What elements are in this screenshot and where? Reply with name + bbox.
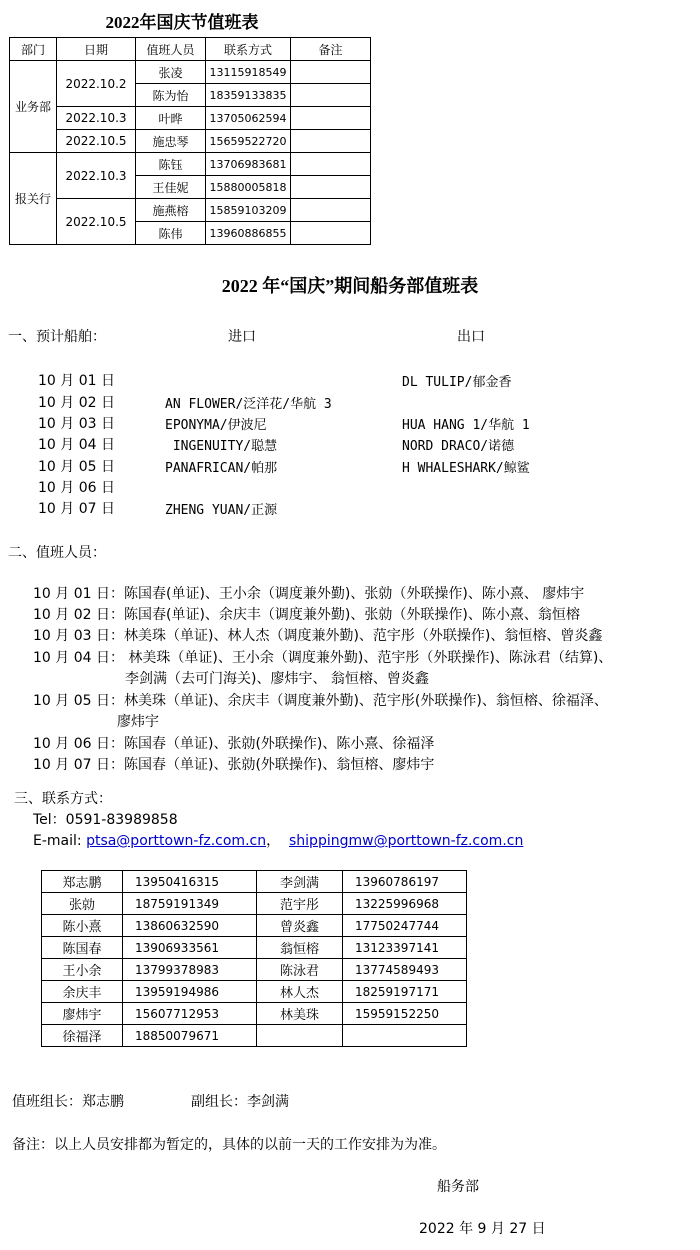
date-cell: 2022.10.3 bbox=[57, 153, 136, 199]
contact-name-cell: 廖炜宇 bbox=[42, 1003, 123, 1025]
staff-cell: 陈钰 bbox=[136, 153, 206, 176]
section1-heading: 一、预计船舶： bbox=[8, 329, 106, 345]
note-cell bbox=[291, 130, 371, 153]
duty-line: 10 月 02 日：陈国春(单证)、余庆丰（调度兼外勤)、张勍（外联操作)、陈小熹、翁恒榕 bbox=[33, 607, 580, 623]
ship-date: 10 月 07 日 bbox=[38, 501, 115, 517]
table-row bbox=[42, 871, 467, 893]
date-cell: 2022.10.3 bbox=[57, 107, 136, 130]
contact-name-cell: 张勍 bbox=[42, 893, 123, 915]
header-contact: 联系方式 bbox=[206, 38, 291, 61]
contact-phone-cell bbox=[343, 1025, 467, 1047]
date-cell: 2022.10.2 bbox=[57, 61, 136, 107]
tel-line: Tel：0591-83989858 bbox=[33, 812, 178, 828]
contacts-table bbox=[41, 870, 467, 1047]
ship-date: 10 月 02 日 bbox=[38, 395, 115, 411]
ship-date: 10 月 03 日 bbox=[38, 416, 115, 432]
note-cell bbox=[291, 222, 371, 245]
staff-cell: 施燕榕 bbox=[136, 199, 206, 222]
duty-line: 李剑满（去可门海关)、廖炜宇、 翁恒榕、曾炎鑫 bbox=[125, 671, 429, 687]
phone-cell: 13705062594 bbox=[206, 107, 291, 130]
phone-cell: 13115918549 bbox=[206, 61, 291, 84]
table-row bbox=[42, 915, 467, 937]
contact-phone-cell: 13959194986 bbox=[123, 981, 257, 1003]
dept-cell: 报关行 bbox=[10, 153, 57, 245]
email-label: E-mail: bbox=[33, 833, 87, 849]
holiday-duty-title: 2022年国庆节值班表 bbox=[105, 13, 259, 32]
duty-line: 10 月 01 日：陈国春(单证)、王小余（调度兼外勤)、张勍（外联操作)、陈小熹、 廖炜宇 bbox=[33, 586, 585, 602]
note-cell bbox=[291, 107, 371, 130]
contact-phone-cell: 13123397141 bbox=[343, 937, 467, 959]
table-row bbox=[42, 981, 467, 1003]
phone-cell: 15659522720 bbox=[206, 130, 291, 153]
header-note: 备注 bbox=[291, 38, 371, 61]
contact-phone-cell: 13799378983 bbox=[123, 959, 257, 981]
contact-phone-cell: 18850079671 bbox=[123, 1025, 257, 1047]
remark: 备注：以上人员安排都为暂定的，具体的以前一天的工作安排为为准。 bbox=[12, 1137, 446, 1153]
contact-name-cell: 林美珠 bbox=[257, 1003, 343, 1025]
note-cell bbox=[291, 84, 371, 107]
staff-cell: 叶晔 bbox=[136, 107, 206, 130]
signature-date: 2022 年 9 月 27 日 bbox=[419, 1221, 546, 1237]
dept-cell: 业务部 bbox=[10, 61, 57, 153]
date-cell: 2022.10.5 bbox=[57, 130, 136, 153]
table-row bbox=[10, 107, 371, 130]
shipping-duty-title: 2022 年“国庆”期间船务部值班表 bbox=[221, 276, 479, 296]
phone-cell: 15859103209 bbox=[206, 199, 291, 222]
table-row bbox=[42, 937, 467, 959]
duty-line: 10 月 04 日： 林美珠（单证)、王小余（调度兼外勤)、范宇彤（外联操作)、陈泳君（结算)、 bbox=[33, 650, 613, 666]
date-cell: 2022.10.5 bbox=[57, 199, 136, 245]
contact-phone-cell: 13860632590 bbox=[123, 915, 257, 937]
staff-cell: 陈伟 bbox=[136, 222, 206, 245]
import-label: 进口 bbox=[228, 329, 256, 345]
staff-cell: 陈为怡 bbox=[136, 84, 206, 107]
note-cell bbox=[291, 61, 371, 84]
table-row bbox=[42, 1003, 467, 1025]
contact-name-cell: 郑志鹏 bbox=[42, 871, 123, 893]
ship-import: ZHENG YUAN/正源 bbox=[165, 503, 278, 518]
export-label: 出口 bbox=[457, 329, 485, 345]
ship-date: 10 月 04 日 bbox=[38, 437, 115, 453]
note-cell bbox=[291, 176, 371, 199]
contact-name-cell: 徐福泽 bbox=[42, 1025, 123, 1047]
ship-export: DL TULIP/郁金香 bbox=[402, 375, 512, 390]
phone-cell: 13706983681 bbox=[206, 153, 291, 176]
contact-name-cell: 李剑满 bbox=[257, 871, 343, 893]
ship-date: 10 月 06 日 bbox=[38, 480, 115, 496]
note-cell bbox=[291, 199, 371, 222]
header-staff: 值班人员 bbox=[136, 38, 206, 61]
contact-name-cell: 林人杰 bbox=[257, 981, 343, 1003]
ship-export: HUA HANG 1/华航 1 bbox=[402, 418, 530, 433]
contact-name-cell: 范宇彤 bbox=[257, 893, 343, 915]
contact-phone-cell: 13906933561 bbox=[123, 937, 257, 959]
contact-name-cell: 曾炎鑫 bbox=[257, 915, 343, 937]
ship-date: 10 月 01 日 bbox=[38, 373, 115, 389]
phone-cell: 13960886855 bbox=[206, 222, 291, 245]
table-row bbox=[42, 1025, 467, 1047]
email-link-shippingmw[interactable]: shippingmw@porttown-fz.com.cn bbox=[289, 833, 524, 849]
email-link-ptsa[interactable]: ptsa@porttown-fz.com.cn bbox=[86, 833, 267, 849]
staff-cell: 张凌 bbox=[136, 61, 206, 84]
duty-leader: 值班组长：郑志鹏 bbox=[12, 1094, 124, 1110]
duty-line: 廖炜宇 bbox=[117, 714, 159, 730]
email-separator: ， bbox=[266, 833, 281, 849]
contact-phone-cell: 17750247744 bbox=[343, 915, 467, 937]
contact-name-cell: 陈国春 bbox=[42, 937, 123, 959]
contact-name-cell: 陈泳君 bbox=[257, 959, 343, 981]
contact-name-cell: 王小余 bbox=[42, 959, 123, 981]
ship-import: EPONYMA/伊波尼 bbox=[165, 418, 267, 433]
table-row bbox=[10, 61, 371, 84]
section3-heading: 三、联系方式： bbox=[14, 791, 112, 807]
duty-line: 10 月 05 日：林美珠（单证)、余庆丰（调度兼外勤)、范宇彤(外联操作)、翁恒榕、徐福泽、 bbox=[33, 693, 608, 709]
table-header-row bbox=[10, 38, 371, 61]
staff-cell: 施忠琴 bbox=[136, 130, 206, 153]
ship-import: INGENUITY/聪慧 bbox=[165, 439, 278, 454]
ship-export: NORD DRACO/诺德 bbox=[402, 439, 515, 454]
signature-dept: 船务部 bbox=[437, 1179, 479, 1195]
table-row bbox=[10, 153, 371, 176]
contact-phone-cell: 18759191349 bbox=[123, 893, 257, 915]
contact-phone-cell: 13950416315 bbox=[123, 871, 257, 893]
contact-phone-cell: 15607712953 bbox=[123, 1003, 257, 1025]
ship-date: 10 月 05 日 bbox=[38, 459, 115, 475]
contact-phone-cell: 13774589493 bbox=[343, 959, 467, 981]
contact-phone-cell: 13225996968 bbox=[343, 893, 467, 915]
duty-line: 10 月 03 日：林美珠（单证)、林人杰（调度兼外勤)、范宇彤（外联操作)、翁恒榕、曾炎鑫 bbox=[33, 628, 603, 644]
contact-phone-cell: 18259197171 bbox=[343, 981, 467, 1003]
contact-phone-cell: 15959152250 bbox=[343, 1003, 467, 1025]
phone-cell: 15880005818 bbox=[206, 176, 291, 199]
contact-name-cell: 翁恒榕 bbox=[257, 937, 343, 959]
header-date: 日期 bbox=[57, 38, 136, 61]
contact-name-cell bbox=[257, 1025, 343, 1047]
table-row bbox=[42, 893, 467, 915]
table-row bbox=[42, 959, 467, 981]
contact-name-cell: 陈小熹 bbox=[42, 915, 123, 937]
table-row bbox=[10, 130, 371, 153]
deputy-leader: 副组长：李剑满 bbox=[191, 1094, 289, 1110]
note-cell bbox=[291, 153, 371, 176]
ship-import: AN FLOWER/泛洋花/华航 3 bbox=[165, 397, 332, 412]
header-dept: 部门 bbox=[10, 38, 57, 61]
table-row bbox=[10, 199, 371, 222]
phone-cell: 18359133835 bbox=[206, 84, 291, 107]
ship-export: H WHALESHARK/鲸鲨 bbox=[402, 461, 530, 476]
contact-phone-cell: 13960786197 bbox=[343, 871, 467, 893]
duty-line: 10 月 06 日：陈国春（单证)、张勍(外联操作)、陈小熹、徐福泽 bbox=[33, 736, 435, 752]
duty-line: 10 月 07 日：陈国春（单证)、张勍(外联操作)、翁恒榕、廖炜宇 bbox=[33, 757, 435, 773]
staff-cell: 王佳妮 bbox=[136, 176, 206, 199]
contact-name-cell: 余庆丰 bbox=[42, 981, 123, 1003]
ship-import: PANAFRICAN/帕那 bbox=[165, 461, 278, 476]
holiday-duty-table bbox=[9, 37, 371, 245]
section2-heading: 二、值班人员： bbox=[8, 545, 106, 561]
email-line bbox=[33, 830, 523, 850]
